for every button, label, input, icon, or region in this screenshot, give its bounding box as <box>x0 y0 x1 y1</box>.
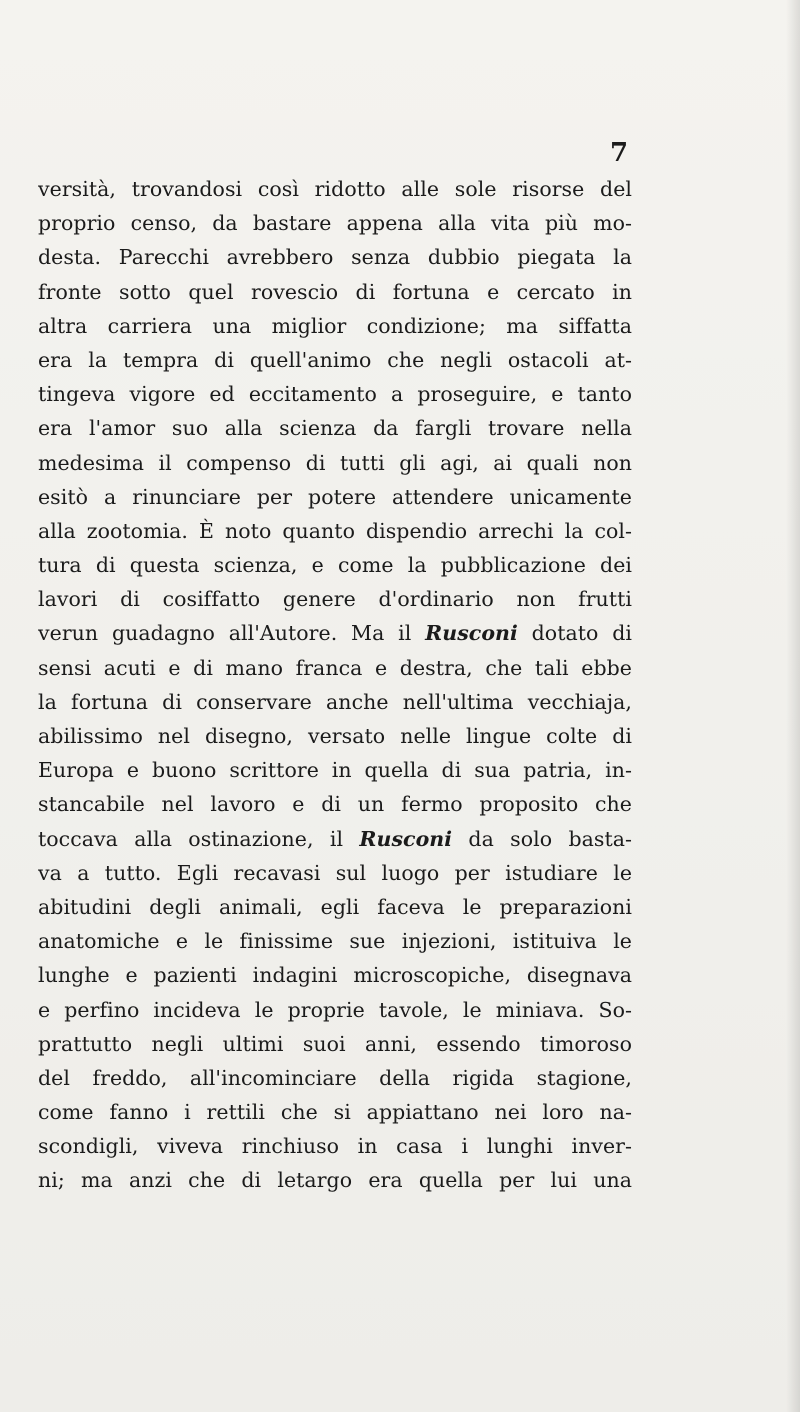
text-line: sensi acuti e di mano franca e destra, che tali ebbe <box>38 655 632 680</box>
text-line: desta. Parecchi avrebbero senza dubbio piegata la <box>38 245 632 270</box>
text-line: alla zootomia. È noto quanto dispendio arrechi la col- <box>38 518 632 543</box>
italic-name: Rusconi <box>425 621 518 646</box>
page-edge-shadow <box>786 0 800 1412</box>
text-line: era la tempra di quell'animo che negli ostacoli at- <box>38 347 632 372</box>
text-line: esitò a rinunciare per potere attendere unicamente <box>38 484 632 509</box>
body-text <box>38 172 632 1198</box>
text-line: toccava alla ostinazione, il Rusconi da solo basta- <box>38 826 632 851</box>
text-line: anatomiche e le finissime sue injezioni, istituiva le <box>38 929 632 954</box>
text-line: medesima il compenso di tutti gli agi, ai quali non <box>38 450 632 475</box>
text-line: tingeva vigore ed eccitamento a proseguire, e tanto <box>38 382 632 407</box>
text-line: versità, trovandosi così ridotto alle sole risorse del <box>38 177 632 201</box>
text-line: va a tutto. Egli recavasi sul luogo per istudiare le <box>38 860 632 885</box>
text-line: come fanno i rettili che si appiattano nei loro na- <box>38 1100 632 1125</box>
text-line: fronte sotto quel rovescio di fortuna e cercato in <box>38 279 632 304</box>
text-line: lunghe e pazienti indagini microscopiche, disegnava <box>38 963 632 988</box>
text-line: del freddo, all'incominciare della rigida stagione, <box>38 1065 632 1090</box>
text-line: abilissimo nel disegno, versato nelle lingue colte di <box>38 724 632 748</box>
text-line: Europa e buono scrittore in quella di sua patria, in- <box>38 758 632 783</box>
text-line: abitudini degli animali, egli faceva le preparazioni <box>38 894 632 919</box>
text-line: scondigli, viveva rinchiuso in casa i lunghi inver- <box>38 1134 632 1159</box>
text-line: lavori di cosiffatto genere d'ordinario non frutti <box>38 587 632 612</box>
text-line: stancabile nel lavoro e di un fermo proposito che <box>38 792 632 817</box>
text-line: tura di questa scienza, e come la pubblicazione dei <box>38 553 632 578</box>
text-line: proprio censo, da bastare appena alla vita più mo- <box>38 211 632 236</box>
text-line: era l'amor suo alla scienza da fargli trovare nella <box>38 416 632 441</box>
text-line: altra carriera una miglior condizione; ma siffatta <box>38 313 632 338</box>
text-line: la fortuna di conservare anche nell'ultima vecchiaja, <box>38 689 632 714</box>
text-line: prattutto negli ultimi suoi anni, essendo timoroso <box>38 1031 632 1056</box>
text-line: e perfino incideva le proprie tavole, le miniava. So- <box>38 997 632 1022</box>
text-line: ni; ma anzi che di letargo era quella per lui una <box>38 1168 632 1193</box>
page-number: 7 <box>610 138 629 168</box>
italic-name: Rusconi <box>359 826 453 851</box>
text-line: verun guadagno all'Autore. Ma il Rusconi dotato di <box>38 621 632 646</box>
